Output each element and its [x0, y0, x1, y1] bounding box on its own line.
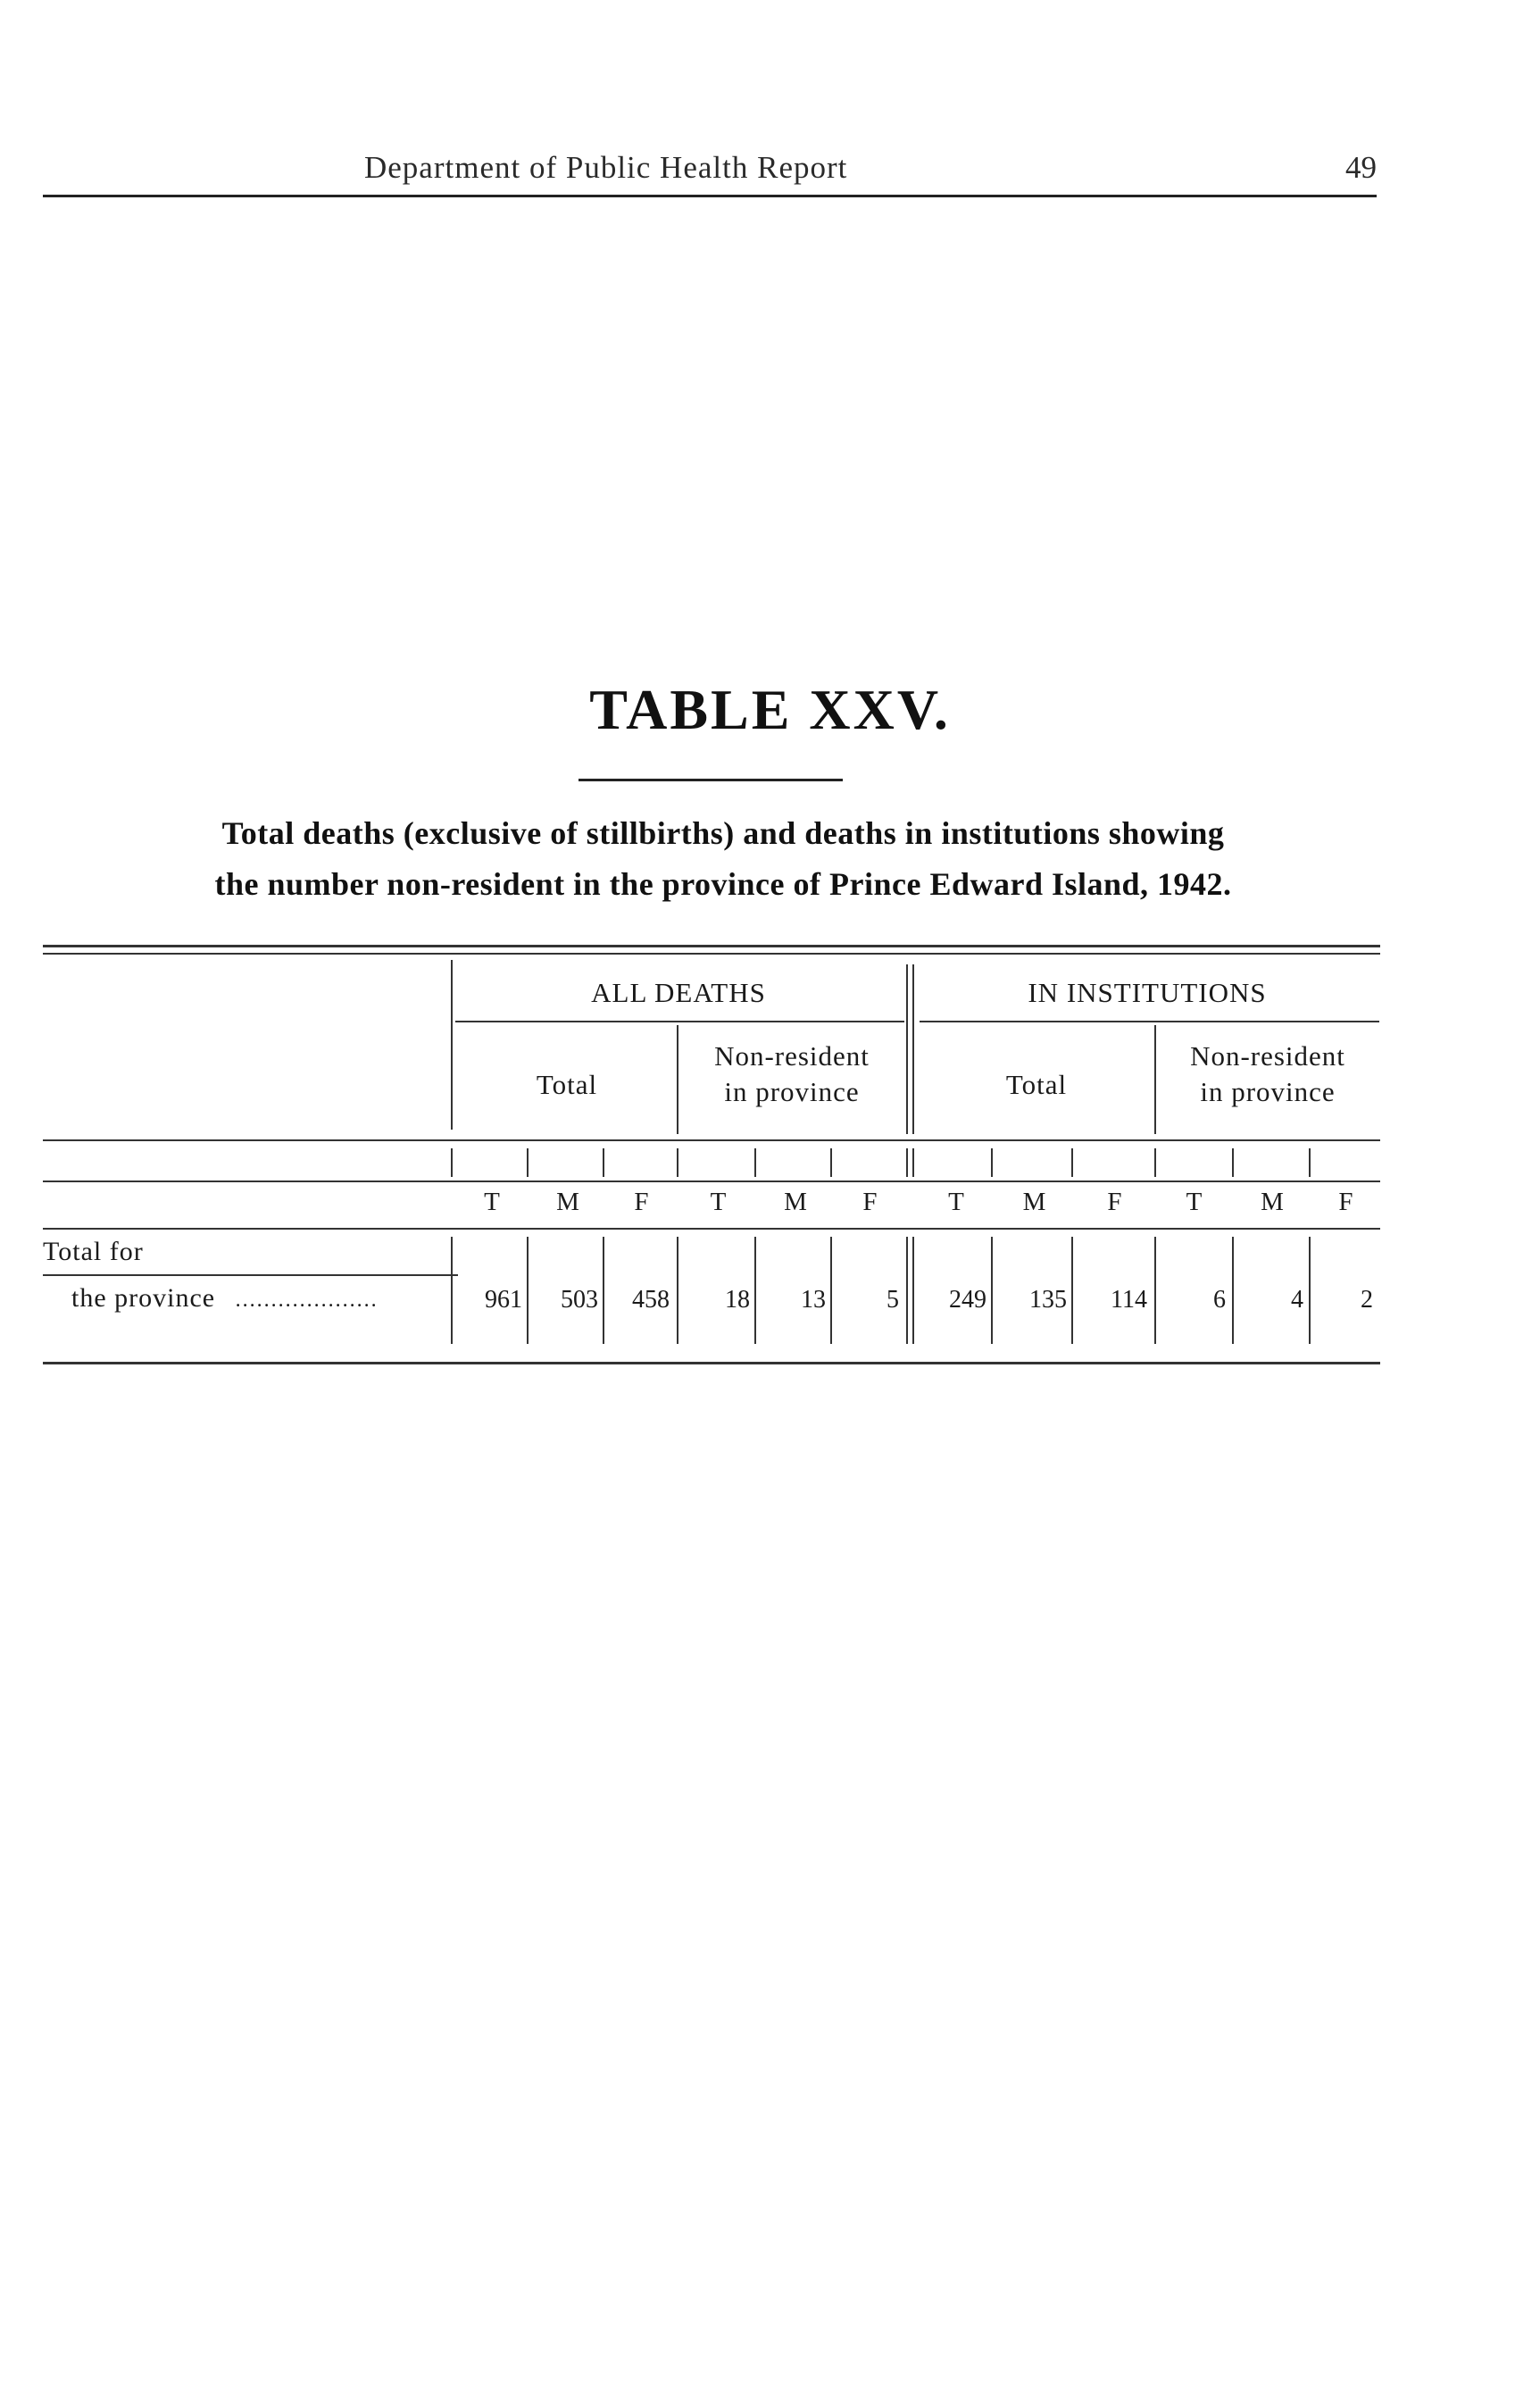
- subgroup-all-total: Total: [536, 1069, 598, 1100]
- column-divider: [1071, 1237, 1073, 1344]
- table-title: TABLE XXV.: [589, 678, 951, 741]
- column-divider: [451, 1237, 453, 1344]
- table-cell-value: 18: [725, 1286, 750, 1314]
- column-divider: [527, 1237, 529, 1344]
- group-header-all-deaths: ALL DEATHS: [591, 977, 766, 1008]
- column-divider: [603, 1237, 604, 1344]
- column-divider: [906, 1148, 908, 1177]
- column-code: M: [1022, 1188, 1047, 1216]
- table-bottom-rule: [43, 1362, 1380, 1364]
- table-caption: [54, 808, 1393, 910]
- running-header: [43, 150, 1377, 196]
- header-divider-groups-a: [906, 964, 908, 1134]
- table-cell-value: 4: [1291, 1286, 1303, 1314]
- column-code: F: [1338, 1188, 1354, 1216]
- column-code: M: [556, 1188, 580, 1216]
- code-row-rule: [43, 1228, 1380, 1230]
- column-divider: [830, 1237, 832, 1344]
- subgroup-all-nonresident-line1: Non-resident: [714, 1040, 870, 1072]
- column-code: F: [1107, 1188, 1123, 1216]
- table-cell-value: 114: [1111, 1286, 1147, 1314]
- column-divider: [754, 1237, 756, 1344]
- column-divider: [1154, 1148, 1156, 1177]
- header-divider-groups-b: [912, 964, 914, 1134]
- group-header-in-institutions: IN INSTITUTIONS: [1028, 977, 1267, 1008]
- table-cell-value: 2: [1361, 1286, 1373, 1314]
- table-cell-value: 13: [801, 1286, 826, 1314]
- header-bottom-rule: [43, 1139, 1380, 1141]
- header-spacer-rule: [43, 1180, 1380, 1182]
- column-code: T: [948, 1188, 965, 1216]
- page-number: 49: [1345, 150, 1377, 185]
- column-code: M: [784, 1188, 808, 1216]
- table-cell-value: 961: [485, 1286, 522, 1314]
- column-code: F: [634, 1188, 650, 1216]
- column-divider: [677, 1237, 678, 1344]
- subgroup-inst-nonresident-line2: in province: [1200, 1076, 1336, 1107]
- column-divider: [1309, 1148, 1311, 1177]
- row-label-line2-text: the province: [71, 1283, 216, 1313]
- caption-line-2: the number non-resident in the province of Prince Edward Island, 1942.: [214, 866, 1232, 902]
- row-label-rule: [43, 1274, 458, 1276]
- caption-line-1: Total deaths (exclusive of stillbirths) and deaths in institutions showing: [221, 815, 1225, 851]
- row-label-line1: Total for: [43, 1237, 144, 1266]
- table-cell-value: 458: [632, 1286, 670, 1314]
- column-code: M: [1261, 1188, 1285, 1216]
- row-label-line2: [71, 1283, 379, 1314]
- column-code: F: [862, 1188, 878, 1216]
- column-divider: [1232, 1237, 1234, 1344]
- group-underline-inst: [920, 1021, 1379, 1022]
- header-divider-stub: [451, 960, 453, 1130]
- subgroup-inst-nonresident-line1: Non-resident: [1190, 1040, 1345, 1072]
- column-divider: [1309, 1237, 1311, 1344]
- column-divider: [451, 1148, 453, 1177]
- column-divider: [527, 1148, 529, 1177]
- column-divider: [754, 1148, 756, 1177]
- table-cell-value: 6: [1213, 1286, 1226, 1314]
- header-divider-inst-sub: [1154, 1025, 1156, 1134]
- subgroup-all-nonresident-line2: in province: [724, 1076, 860, 1107]
- table-top-rule: [43, 945, 1380, 947]
- table-cell-value: 249: [949, 1286, 986, 1314]
- column-divider: [603, 1148, 604, 1177]
- column-divider: [991, 1237, 993, 1344]
- column-divider: [830, 1148, 832, 1177]
- column-divider: [906, 1237, 908, 1344]
- title-rule: [579, 779, 843, 781]
- column-divider: [991, 1148, 993, 1177]
- group-underline-all: [455, 1021, 904, 1022]
- header-rule: [43, 195, 1377, 197]
- column-divider: [1071, 1148, 1073, 1177]
- column-code: T: [710, 1188, 728, 1216]
- subgroup-inst-total: Total: [1005, 1069, 1068, 1100]
- table-cell-value: 503: [561, 1286, 598, 1314]
- table-top-rule-inner: [43, 953, 1380, 955]
- row-label-leader: ....................: [235, 1289, 379, 1312]
- column-divider: [1154, 1237, 1156, 1344]
- column-divider: [912, 1237, 914, 1344]
- header-divider-all-sub: [677, 1025, 678, 1134]
- running-title: Department of Public Health Report: [364, 150, 848, 185]
- table-cell-value: 5: [887, 1286, 899, 1314]
- column-divider: [912, 1148, 914, 1177]
- column-divider: [677, 1148, 678, 1177]
- column-divider: [1232, 1148, 1234, 1177]
- column-code: T: [484, 1188, 501, 1216]
- table-cell-value: 135: [1029, 1286, 1067, 1314]
- column-code: T: [1186, 1188, 1203, 1216]
